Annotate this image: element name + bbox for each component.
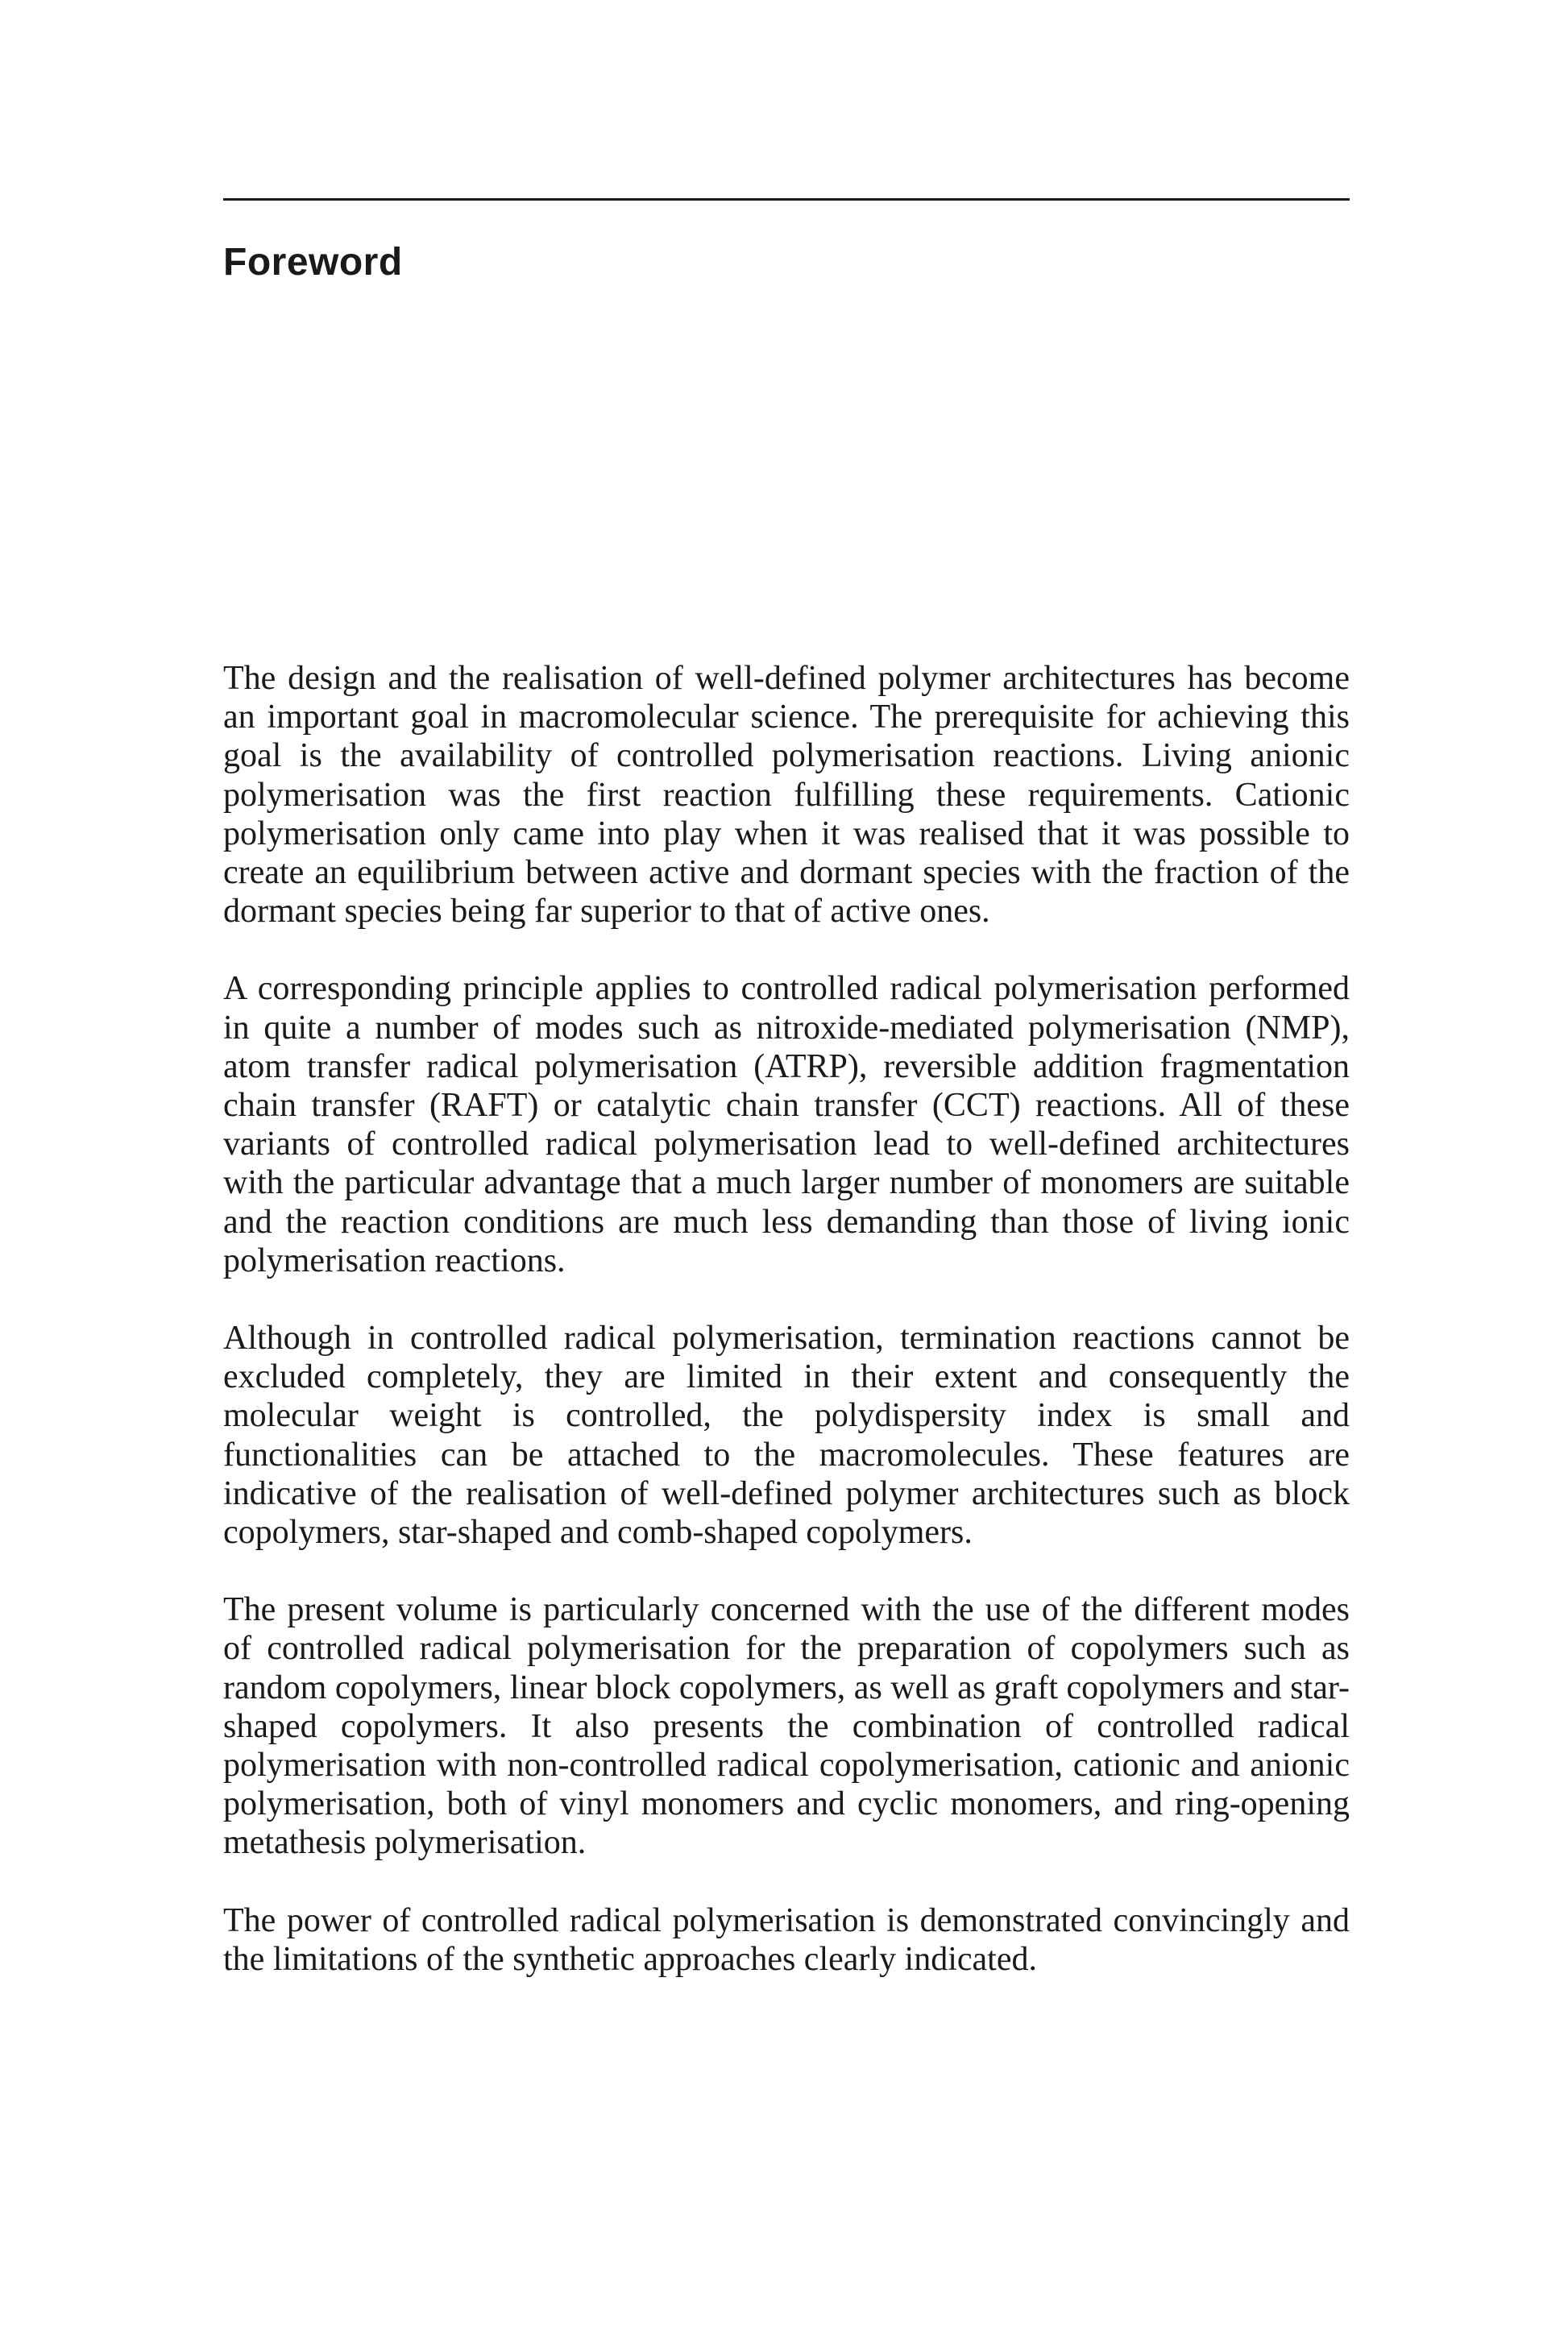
paragraph-1: The design and the realisation of well-defined polymer architectures has become an important goal in macromolecular science. The prerequisite for achieving this goal is the availability of controlled polymerisation reactions. Living anionic polymerisation was the first reaction fulfilling these requirements. Cationic polymerisation only came into play when it was realised that it was possible to create an equilibrium between active and dormant species with the fraction of the dormant species being far superior to that of active ones.	[223, 660, 1350, 931]
paragraph-3: Although in controlled radical polymerisation, termination reactions cannot be excluded completely, they are limited in their extent and consequently the molecular weight is controlled, the polydispersity index is small and functionalities can be attached to the macromolecules. These features are indicative of the realisation of well-defined polymer architectures such as block copolymers, star-shaped and comb-shaped copolymers.	[223, 1320, 1350, 1552]
paragraph-5: The power of controlled radical polymerisation is demonstrated convincingly and the limitations of the synthetic approaches clearly indicated.	[223, 1901, 1350, 1978]
header-rule	[223, 198, 1350, 201]
foreword-body	[223, 659, 1350, 1979]
paragraph-2: A corresponding principle applies to controlled radical polymerisation performed in quite a number of modes such as nitroxide-mediated polymerisation (NMP), atom transfer radical polymerisation (ATRP), reversible addition fragmentation chain transfer (RAFT) or catalytic chain transfer (CCT) reactions. All of these variants of controlled radical polymerisation lead to well-defined architectures with the particular advantage that a much larger number of monomers are suitable and the reaction conditions are much less demanding than those of living ionic polymerisation reactions.	[223, 970, 1350, 1279]
paragraph-4: The present volume is particularly concerned with the use of the different modes of controlled radical polymerisation for the preparation of copolymers such as random copolymers, linear block copolymers, as well as graft copolymers and star-shaped copolymers. It also presents the combination of controlled radical polymerisation with non-controlled radical copolymerisation, cationic and anionic polymerisation, both of vinyl monomers and cyclic monomers, and ring-opening metathesis polymerisation.	[223, 1591, 1350, 1862]
chapter-title: Foreword	[223, 241, 403, 284]
